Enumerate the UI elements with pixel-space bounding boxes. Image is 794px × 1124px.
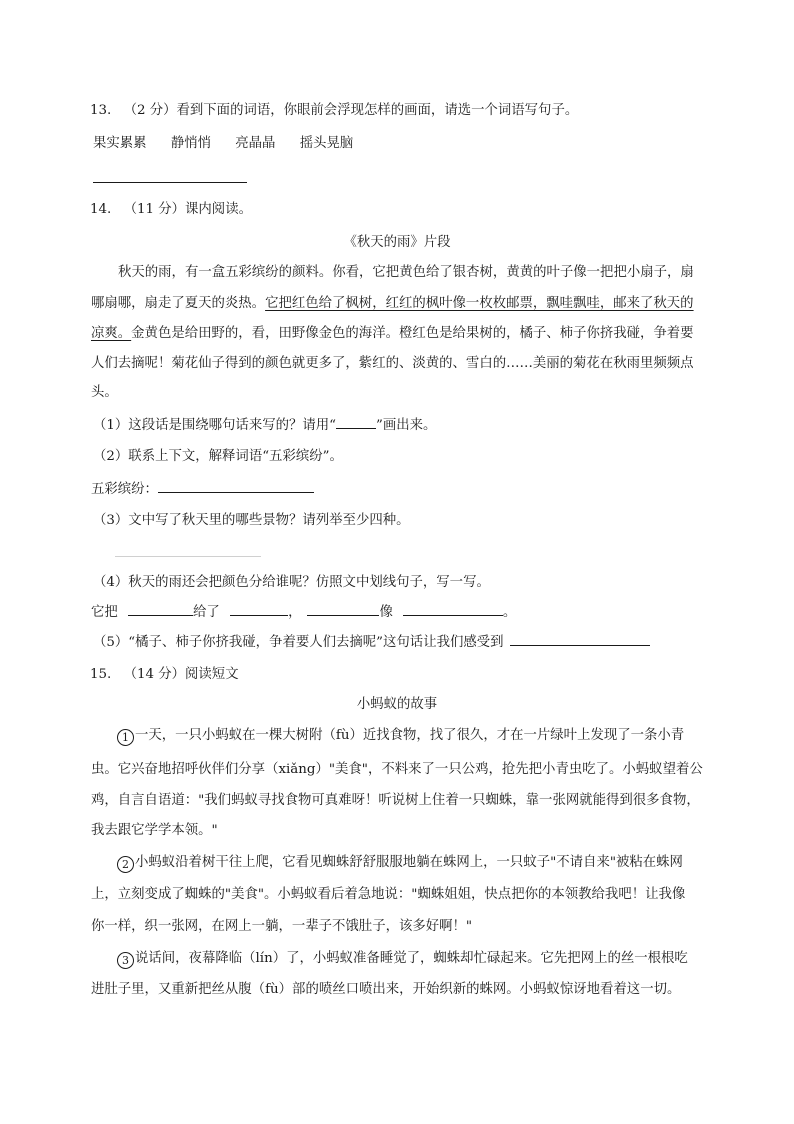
q14-sub4-text: 它把 — [91, 605, 118, 620]
q14-passage-line-4: 人们去摘呢！菊花仙子得到的颜色就更多了，紫红的、淡黄的、雪白的……美丽的菊花在秋雨里频频点 — [91, 356, 694, 371]
paragraph-number-badge: 1 — [117, 729, 134, 746]
q13-stem-line — [90, 104, 578, 117]
q14-sub1-text-b: ”画出来。 — [376, 418, 437, 433]
q14-sub5: （5）“橘子、柿子你挤我碰，争着要人们去摘呢”这句话让我们感受到 — [93, 635, 504, 650]
q14-sub2-answer-row — [91, 483, 314, 496]
q14-sub4-text: 像 — [379, 605, 393, 620]
q13-word-list — [93, 137, 353, 150]
q15-story-title: 小蚂蚁的故事 — [356, 697, 438, 712]
q14-sub4-blank[interactable] — [307, 614, 379, 616]
q14-sub4-blank[interactable] — [230, 614, 288, 616]
q15-para2-line-2: 上，立刻变成了蜘蛛的"美食"。小蚂蚁看后着急地说："蜘蛛姐姐，快点把你的本领教给我吧！让我像 — [91, 887, 686, 902]
q14-sub1-underline-mark — [336, 427, 376, 429]
q15-para3-line-1 — [117, 952, 688, 969]
q14-sub2: （2）联系上下文，解释词语“五彩缤纷”。 — [93, 449, 343, 464]
q13-number: 13. — [90, 103, 112, 118]
q14-sub4: （4）秋天的雨还会把颜色分给谁呢？仿照文中划线句子，写一写。 — [93, 575, 490, 590]
q15-stem: （14 分）阅读短文 — [123, 667, 239, 682]
q14-passage-text: 金黄色是给田野的，看，田野像金色的海洋。橙红色是给果树的，橘子、柿子你挤我碰，争着要 — [131, 326, 694, 341]
q15-para3-line-2: 进肚子里，又重新把丝从腹（fù）部的喷丝口喷出来，开始织新的蛛网。小蚂蚁惊讶地看着这一切。 — [91, 982, 681, 997]
q14-sub1-text-a: （1）这段话是围绕哪句话来写的？请用“ — [93, 418, 337, 433]
q14-passage-line-2 — [91, 297, 694, 310]
q14-sub4-text: 。 — [502, 605, 517, 620]
q14-sub4-text: ， — [288, 605, 302, 620]
q15-para-text: 一天，一只小蚂蚁在一棵大树附（fù）近找食物，找了很久，才在一片绿叶上发现了一条小青 — [135, 728, 685, 743]
q13-word: 摇头晃脑 — [299, 136, 354, 151]
q15-para1-line-2: 虫。它兴奋地招呼伙伴们分享（xiǎng）"美食"，不料来了一只公鸡，抢先把小青虫吃了。小蚂蚁望着公 — [91, 762, 703, 777]
q13-word: 果实累累 — [93, 136, 147, 151]
q13-word: 亮晶晶 — [235, 136, 276, 151]
q14-passage-title: 《秋天的雨》片段 — [343, 235, 451, 250]
q13-word: 静悄悄 — [170, 136, 211, 151]
q14-underlined-sentence: 凉爽。 — [91, 326, 132, 341]
q14-stem: （11 分）课内阅读。 — [123, 202, 252, 217]
q14-sub4-fill-row — [91, 606, 516, 619]
q15-para1-line-3: 鸡，自言自语道："我们蚂蚁寻找食物可真难呀！听说树上住着一只蜘蛛，靠一张网就能得到很多食物， — [91, 793, 700, 808]
q14-sub2-answer-line[interactable] — [158, 491, 314, 493]
q14-sub4-blank[interactable] — [128, 614, 193, 616]
q14-passage-line-1: 秋天的雨，有一盒五彩缤纷的颜料。你看，它把黄色给了银杏树，黄黄的叶子像一把把小扇子，扇 — [118, 265, 694, 280]
q14-sub4-blank[interactable] — [403, 614, 503, 616]
q13-answer-line[interactable] — [93, 182, 247, 183]
q15-para1-line-1 — [117, 729, 684, 746]
paragraph-number-badge: 2 — [117, 856, 134, 873]
q15-stem-line — [90, 668, 239, 681]
q15-number: 15. — [90, 667, 112, 682]
q14-passage-line-5: 头。 — [91, 385, 118, 400]
q14-sub3: （3）文中写了秋天里的哪些景物？请列举至少四种。 — [93, 513, 410, 528]
q13-stem: （2 分）看到下面的词语，你眼前会浮现怎样的画面，请选一个词语写句子。 — [123, 103, 579, 118]
q14-sub3-answer-line[interactable] — [115, 556, 261, 557]
q14-passage-line-3 — [91, 327, 694, 340]
q15-para2-line-1 — [117, 856, 683, 873]
paragraph-number-badge: 3 — [117, 952, 134, 969]
q15-para1-line-4: 我去跟它学学本领。" — [91, 823, 218, 838]
q14-stem-line — [90, 203, 252, 216]
q14-sub5-row — [93, 636, 650, 649]
q14-sub4-text: 给了 — [193, 605, 220, 620]
q14-sub2-label: 五彩缤纷： — [91, 482, 158, 497]
q15-para2-line-3: 你一样，织一张网，在网上一躺，一辈子不饿肚子，该多好啊！" — [91, 919, 473, 934]
q14-underlined-sentence: 它把红色给了枫树，红红的枫叶像一枚枚邮票，飘哇飘哇，邮来了秋天的 — [265, 296, 694, 311]
q15-para-text: 说话间，夜幕降临（lín）了，小蚂蚁准备睡觉了，蜘蛛却忙碌起来。它先把网上的丝一根根吃 — [135, 951, 688, 966]
q14-passage-text: 哪扇哪，扇走了夏天的炎热。 — [91, 296, 266, 311]
q15-para-text: 小蚂蚁沿着树干往上爬，它看见蜘蛛舒舒服服地躺在蛛网上，一只蚊子"不请自来"被粘在蛛网 — [135, 855, 683, 870]
q14-number: 14. — [90, 202, 112, 217]
q14-sub5-answer-line[interactable] — [510, 644, 650, 646]
q14-sub1 — [93, 419, 436, 432]
